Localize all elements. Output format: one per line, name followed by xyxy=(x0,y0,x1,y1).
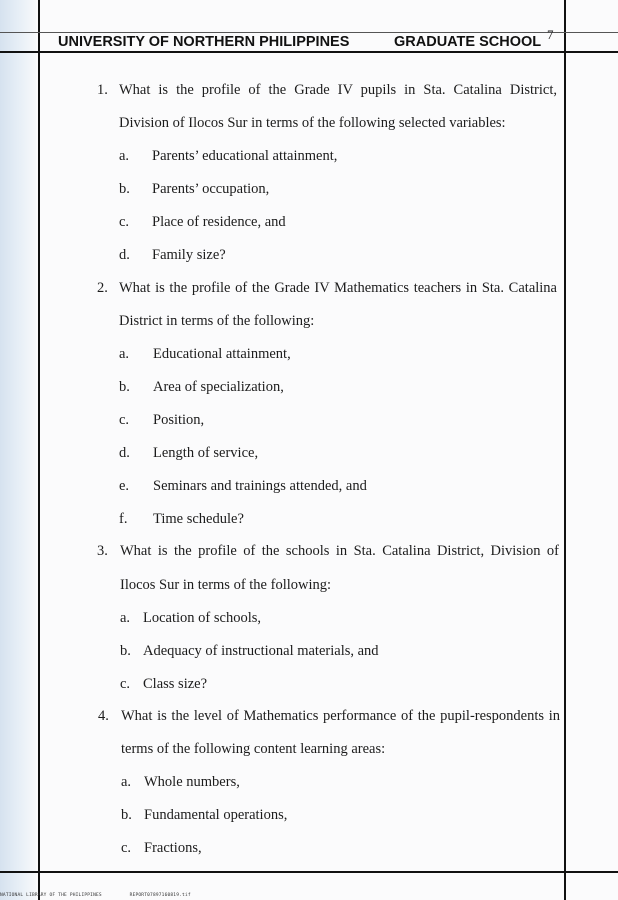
page-number: 7 xyxy=(547,27,554,42)
q2-item-a-letter: a. xyxy=(119,346,130,362)
footer-library-name: NATIONAL LIBRARY OF THE PHILIPPINES xyxy=(0,893,102,898)
footer-file-id: REPORT07897160819.tif xyxy=(129,893,191,898)
q2-item-c-letter: c. xyxy=(119,412,130,428)
q2-item-d-letter: d. xyxy=(119,445,130,461)
right-border-line xyxy=(564,0,566,900)
q2-item-a-text: Educational attainment, xyxy=(153,346,291,362)
question-1-line-2: Division of Ilocos Sur in terms of the following selected variables: xyxy=(119,115,506,131)
q2-item-f-text: Time schedule? xyxy=(153,511,244,527)
question-1-number: 1. xyxy=(97,82,108,98)
q1-item-a-text: Parents’ educational attainment, xyxy=(152,148,338,164)
scan-edge-shadow xyxy=(0,0,36,900)
question-3-line-1: What is the profile of the schools in Sta. Catalina District, Division of xyxy=(120,543,559,559)
university-name: UNIVERSITY OF NORTHERN PHILIPPINES xyxy=(58,34,350,50)
header-rule xyxy=(0,51,618,53)
q1-item-c-text: Place of residence, and xyxy=(152,214,286,230)
q2-item-f-letter: f. xyxy=(119,511,128,527)
question-4-number: 4. xyxy=(98,708,109,724)
q3-item-c-letter: c. xyxy=(120,676,131,692)
q4-item-b-text: Fundamental operations, xyxy=(144,807,288,823)
q2-item-e-text: Seminars and trainings attended, and xyxy=(153,478,367,494)
question-3-number: 3. xyxy=(97,543,108,559)
q3-item-b-letter: b. xyxy=(120,643,131,659)
question-4-line-1: What is the level of Mathematics performance of the pupil-respondents in xyxy=(121,708,560,724)
question-2-number: 2. xyxy=(97,280,108,296)
q1-item-b-text: Parents’ occupation, xyxy=(152,181,270,197)
q4-item-c-text: Fractions, xyxy=(144,840,202,856)
q3-item-a-letter: a. xyxy=(120,610,131,626)
library-footer xyxy=(0,893,191,898)
q2-item-e-letter: e. xyxy=(119,478,130,494)
question-2-line-2: District in terms of the following: xyxy=(119,313,315,329)
q1-item-b-letter: b. xyxy=(119,181,130,197)
q3-item-a-text: Location of schools, xyxy=(143,610,261,626)
q1-item-d-letter: d. xyxy=(119,247,130,263)
q4-item-a-letter: a. xyxy=(121,774,132,790)
graduate-school-label: GRADUATE SCHOOL xyxy=(394,34,542,50)
footer-rule xyxy=(0,871,618,873)
header-rule-top xyxy=(0,32,618,33)
q1-item-d-text: Family size? xyxy=(152,247,226,263)
q2-item-c-text: Position, xyxy=(153,412,205,428)
q4-item-c-letter: c. xyxy=(121,840,132,856)
q1-item-c-letter: c. xyxy=(119,214,130,230)
q2-item-b-text: Area of specialization, xyxy=(153,379,284,395)
q3-item-b-text: Adequacy of instructional materials, and xyxy=(143,643,379,659)
q2-item-b-letter: b. xyxy=(119,379,130,395)
q4-item-b-letter: b. xyxy=(121,807,132,823)
question-4-line-2: terms of the following content learning areas: xyxy=(121,741,386,757)
q1-item-a-letter: a. xyxy=(119,148,130,164)
q3-item-c-text: Class size? xyxy=(143,676,208,692)
q4-item-a-text: Whole numbers, xyxy=(144,774,240,790)
question-1-line-1: What is the profile of the Grade IV pupils in Sta. Catalina District, xyxy=(119,82,557,98)
question-2-line-1: What is the profile of the Grade IV Mathematics teachers in Sta. Catalina xyxy=(119,280,557,296)
question-3-line-2: Ilocos Sur in terms of the following: xyxy=(120,577,332,593)
q2-item-d-text: Length of service, xyxy=(153,445,259,461)
left-border-line xyxy=(38,0,40,900)
